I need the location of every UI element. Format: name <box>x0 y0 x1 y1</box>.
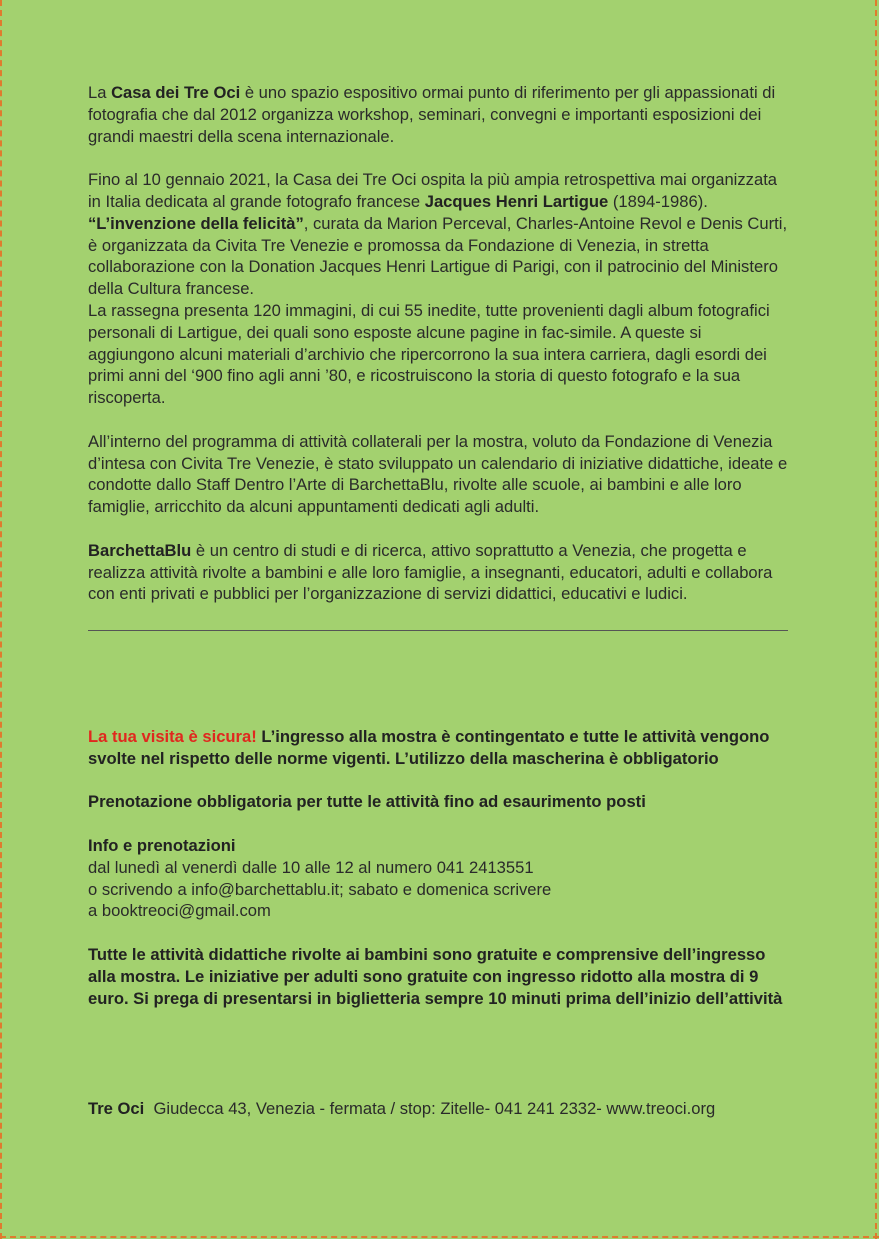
main-text <box>88 82 788 631</box>
intro-text-rest: è uno spazio espositivo ormai punto di riferimento per gli appassionati di fotografia che dal 2012 organizza workshop, seminari, convegni e importanti esposizioni dei grandi maestri della scena internazionale. <box>88 83 776 146</box>
safety-text: L’ingresso alla mostra è contingentato e tutte le attività vengono svolte nel rispetto delle norme vigenti. L’utilizzo della mascherina è obbligatorio <box>88 727 770 768</box>
safety-highlight: La tua visita è sicura! <box>88 727 257 746</box>
contact-line-1: dal lunedì al venerdì dalle 10 alle 12 al numero 041 2413551 <box>88 857 534 877</box>
contact-title: Info e prenotazioni <box>88 835 236 855</box>
exhibition-text: Fino al 10 gennaio 2021, la Casa dei Tre Oci ospita la più ampia retrospettiva mai organizzata in Italia dedicata al grande fotografo francese <box>88 170 778 211</box>
safety-notice <box>88 726 788 770</box>
intro-text: La <box>88 83 112 102</box>
dashed-left-edge <box>0 0 2 1239</box>
program-paragraph: All’interno del programma di attività collaterali per la mostra, voluto da Fondazione di Venezia d’intesa con Civita Tre Venezie, è stato sviluppato un calendario di iniziative didattiche, ideate e condotte dallo Staff Dentro l’Arte di BarchettaBlu, rivolte alle scuole, ai bambini e alle loro famiglie, arricchito da alcuni appuntamenti dedicati agli adulti. <box>88 431 788 517</box>
exhibition-paragraph <box>88 169 788 213</box>
venue-name: Casa dei Tre Oci <box>111 83 241 102</box>
curation-text: , curata da Marion Perceval, Charles-Antoine Revol e Denis Curti, è organizzata da Civita Tre Venezie e promossa da Fondazione di Venezia, in stretta collaborazione con la Donation Jacques Henri Lartigue di Parigi, con il patrocinio del Ministero della Cultura francese. <box>88 213 788 299</box>
intro-paragraph <box>88 82 788 147</box>
barchetta-text: è un centro di studi e di ricerca, attivo soprattutto a Venezia, che progetta e realizza attività rivolte a bambini e alle loro famiglie, a insegnanti, educatori, adulti e collabora con enti privati e pubblici per l’organizzazione di servizi didattici, educativi e ludici. <box>88 540 773 604</box>
footer-address: Giudecca 43, Venezia - fermata / stop: Zitelle- 041 241 2332- www.treoci.org <box>144 1099 716 1118</box>
booking-notice: Prenotazione obbligatoria per tutte le attività fino ad esaurimento posti <box>88 792 646 812</box>
photographer-dates: (1894-1986). <box>608 191 708 211</box>
footer <box>88 1098 808 1120</box>
contact-line-2: o scrivendo a info@barchettablu.it; sabato e domenica scrivere <box>88 879 552 899</box>
info-section <box>88 726 788 1009</box>
divider-line <box>88 630 788 631</box>
barchetta-name: BarchettaBlu <box>88 540 192 560</box>
contact-line-3: a booktreoci@gmail.com <box>88 901 271 921</box>
footer-venue-name: Tre Oci <box>88 1099 145 1118</box>
dashed-right-edge <box>875 0 877 1239</box>
exhibition-title: “L’invenzione della felicità” <box>88 213 304 233</box>
content-paragraph: La rassegna presenta 120 immagini, di cui 55 inedite, tutte provenienti dagli album fotografici personali di Lartigue, dei quali sono esposte alcune pagine in fac-simile. A queste si aggiungono alcuni materiali d’archivio che ripercorrono la sua intera carriera, dagli esordi dei primi anni del ‘900 fino agli anni ’80, e ricostruiscono la storia di questo fotografo e la sua riscoperta. <box>88 300 770 408</box>
barchetta-paragraph <box>88 540 788 605</box>
curation-paragraph <box>88 213 788 300</box>
dashed-bottom-edge <box>0 1236 879 1238</box>
free-activities-notice: Tutte le attività didattiche rivolte ai bambini sono gratuite e comprensive dell’ingresso alla mostra. Le iniziative per adulti sono gratuite con ingresso ridotto alla mostra di 9 euro. Si prega di presentarsi in biglietteria sempre 10 minuti prima dell’inizio dell’attività <box>88 944 783 1008</box>
photographer-name: Jacques Henri Lartigue <box>424 191 609 211</box>
